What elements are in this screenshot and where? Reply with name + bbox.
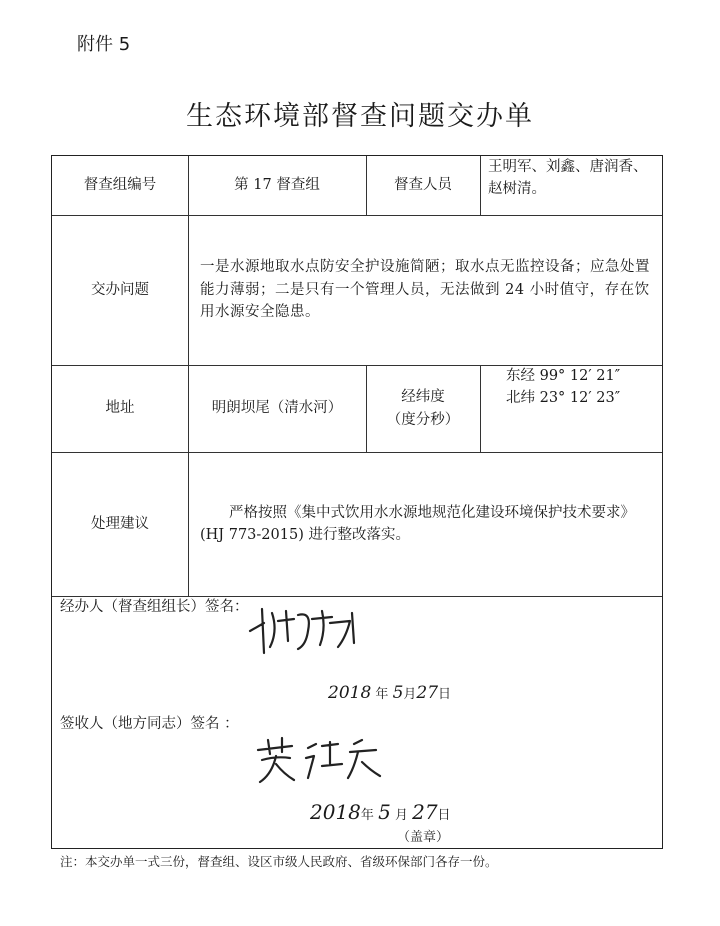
seal-note: （盖章） bbox=[397, 830, 450, 845]
receiver-date-year-unit: 年 bbox=[360, 808, 374, 823]
receiver-date-day: 27 bbox=[412, 800, 438, 824]
coordinate-label bbox=[366, 365, 480, 452]
receiver-date bbox=[310, 796, 451, 828]
document-title: 生态环境部督查问题交办单 bbox=[186, 101, 534, 132]
issue-text: 一是水源地取水点防安全护设施简陋；取水点无监控设备；应急处置能力薄弱；二是只有一个管理人员，无法做到 24 小时值守，存在饮用水源安全隐患。 bbox=[200, 259, 650, 321]
address-value: 明朗坝尾（清水河） bbox=[211, 400, 343, 417]
handler-date bbox=[328, 680, 451, 707]
inspector-names bbox=[480, 156, 664, 215]
inspector-names-line: 赵树清。 bbox=[488, 181, 546, 198]
coordinate-values bbox=[480, 365, 664, 452]
handler-signature bbox=[242, 601, 382, 661]
issue-label: 交办问题 bbox=[91, 281, 149, 298]
handler-date-year-unit: 年 bbox=[375, 687, 389, 702]
address-label: 地址 bbox=[105, 400, 135, 417]
group-number-value: 第 17 督查组 bbox=[234, 177, 320, 194]
handler-date-day-unit: 日 bbox=[438, 687, 452, 702]
attachment-label: 附件 5 bbox=[77, 34, 131, 55]
handler-date-year: 2018 bbox=[328, 683, 372, 703]
latitude-value: 北纬 23° 12′ 23″ bbox=[506, 390, 621, 407]
suggestion-label: 处理建议 bbox=[91, 515, 149, 532]
suggestion-text: 严格按照《集中式饮用水水源地规范化建设环境保护技术要求》(HJ 773-2015) 进行整改落实。 bbox=[200, 504, 635, 543]
group-number-label: 督查组编号 bbox=[83, 177, 157, 194]
coordinate-label-line: 经纬度 bbox=[401, 389, 445, 406]
longitude-value: 东经 99° 12′ 21″ bbox=[506, 368, 621, 384]
receiver-signature bbox=[252, 734, 402, 789]
handler-date-day: 27 bbox=[416, 683, 439, 703]
receiver-signature-label: 签收人（地方同志）签名 ： bbox=[60, 716, 239, 732]
handler-signature-label: 经办人（督查组组长）签名： bbox=[60, 599, 249, 615]
issue-form-table bbox=[51, 155, 663, 849]
handler-date-month: 5 bbox=[392, 683, 404, 703]
receiver-date-month-unit: 月 bbox=[394, 808, 408, 823]
receiver-date-day-unit: 日 bbox=[437, 808, 451, 823]
inspector-names-line: 王明军、刘鑫、唐润香、 bbox=[488, 159, 648, 175]
receiver-date-year: 2018 bbox=[310, 800, 361, 824]
footnote: 注：本交办单一式三份，督查组、设区市级人民政府、省级环保部门各存一份。 bbox=[60, 854, 498, 869]
coordinate-label-line: （度分秒） bbox=[386, 411, 460, 428]
inspector-label: 督查人员 bbox=[394, 177, 452, 194]
handler-date-month-unit: 月 bbox=[403, 687, 417, 702]
receiver-date-month: 5 bbox=[378, 800, 391, 824]
